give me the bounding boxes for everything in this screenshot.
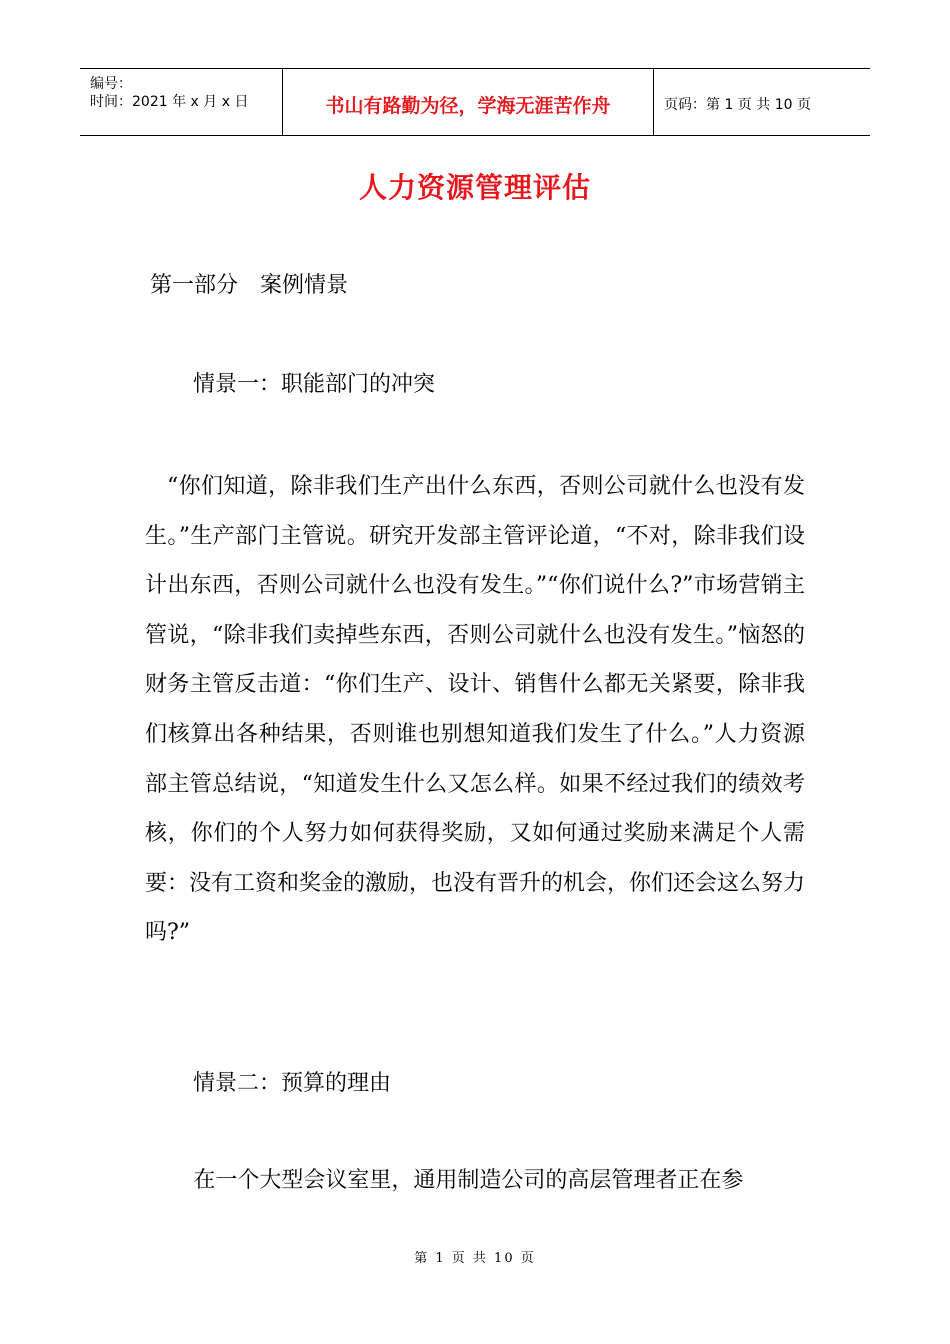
document-title: 人力资源管理评估 — [358, 171, 591, 204]
document-header — [80, 68, 870, 136]
part-label: 第一部分 — [150, 273, 239, 298]
number-label: 编号： — [90, 76, 132, 92]
scene2-body: 在一个大型会议室里，通用制造公司的高层管理者正在参 — [193, 1168, 744, 1193]
scene1-body: “你们知道，除非我们生产出什么东西，否则公司就什么也没有发生。”生产部门主管说。研究开发部主管评论道，“不对，除非我们设计出东西，否则公司就什么也没有发生。”“你们说什么?”市场营销主管说，“除非我们卖掉些东西，否则公司就什么也没有发生。”恼怒的财务主管反击道：“你们生产、设计、销售什么都无关紧要，除非我们核算出各种结果，否则谁也别想知道我们发生了什么。”人力资源部主管总结说，“知道发生什么又怎么样。如果不经过我们的绩效考核，你们的个人努力如何获得奖励，又如何通过奖励来满足个人需要：没有工资和奖金的激励，也没有晋升的机会，你们还会这么努力吗?” — [145, 474, 806, 946]
page-footer: 第 1 页 共 10 页 — [414, 1251, 536, 1266]
part-name: 案例情景 — [260, 273, 349, 298]
scene2-title: 情景二：预算的理由 — [193, 1071, 392, 1096]
header-page-info: 页码：第 1 页 共 10 页 — [664, 97, 811, 113]
header-motto: 书山有路勤为径，学海无涯苦作舟 — [282, 69, 654, 135]
header-meta — [80, 69, 282, 135]
scene1-title: 情景一：职能部门的冲突 — [193, 372, 436, 397]
part-heading — [150, 268, 348, 299]
time-label: 时间：2021 年 x 月 x 日 — [90, 94, 249, 110]
